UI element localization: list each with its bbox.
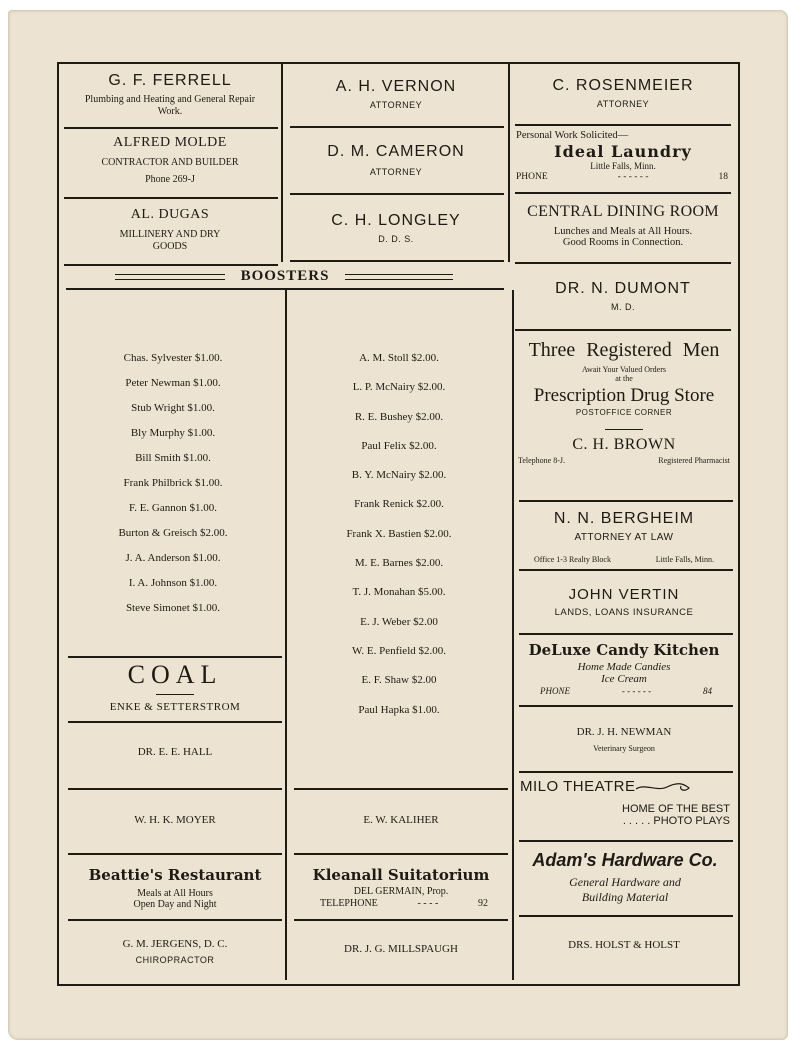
ad-candy-phone-row [514, 686, 734, 696]
ad-molde-phone: Phone 269-J [145, 174, 195, 185]
boosters-underline [66, 288, 504, 290]
divider [515, 124, 731, 126]
divider [515, 192, 731, 194]
booster-entry: Frank X. Bastien $2.00. [346, 527, 452, 540]
ad-adams-name: Adam's Hardware Co. [532, 850, 718, 870]
divider [294, 788, 508, 790]
ad-dumont-name: DR. N. DUMONT [555, 280, 691, 297]
ad-dugas-name: AL. DUGAS [130, 207, 210, 222]
ad-millspaugh: DR. J. G. MILLSPAUGH [344, 943, 458, 955]
divider [294, 853, 508, 855]
ad-ferrell-desc: Plumbing and Heating and General Repair Work. [84, 94, 256, 117]
ad-drug-rule [605, 429, 643, 430]
divider [64, 264, 278, 266]
ad-dining-line2: Good Rooms in Connection. [562, 237, 684, 248]
ad-candy [514, 641, 734, 696]
ad-bergheim-title: ATTORNEY AT LAW [574, 532, 674, 543]
booster-entry: Frank Renick $2.00. [354, 498, 444, 511]
ad-beattie-line1: Meals at All Hours [137, 888, 213, 899]
ad-drug-reg: Registered Pharmacist [658, 456, 730, 465]
ad-beattie-line2: Open Day and Night [133, 899, 217, 910]
ad-laundry-phone-row [516, 172, 730, 182]
ad-longley-title: D. D. S. [378, 234, 414, 244]
ad-cameron-title: ATTORNEY [369, 167, 423, 177]
booster-entry: Bill Smith $1.00. [135, 452, 211, 464]
divider [64, 127, 278, 129]
ad-adams-line1: General Hardware and [569, 875, 681, 889]
ad-moyer: W. H. K. MOYER [134, 814, 216, 826]
ad-drug-store [514, 339, 734, 465]
ad-vernon-title: ATTORNEY [369, 100, 423, 110]
ad-drug-line4: Prescription Drug Store [533, 385, 715, 406]
ad-newman-title: Veterinary Surgeon [593, 744, 655, 753]
divider [515, 262, 731, 264]
divider [68, 721, 282, 723]
ad-dining-line1: Lunches and Meals at All Hours. [553, 226, 693, 237]
ad-rosenmeier [512, 77, 734, 109]
flourish-ornament [635, 780, 691, 794]
divider [515, 329, 731, 331]
ad-cameron [284, 143, 508, 177]
divider [290, 260, 504, 262]
ad-kleanall-phone-row [294, 898, 508, 909]
divider [68, 656, 282, 658]
divider [519, 500, 733, 502]
boosters-list-right [292, 344, 506, 725]
ad-jergens-name: G. M. JERGENS, D. C. [122, 938, 228, 950]
divider [519, 705, 733, 707]
ad-kleanall [294, 866, 508, 909]
ad-milo-line1: HOME OF THE BEST [622, 803, 730, 815]
ad-kleanall-name: Kleanall Suitatorium [312, 866, 490, 884]
ad-bergheim-name: N. N. BERGHEIM [553, 510, 695, 527]
column-divider-left [281, 64, 283, 262]
booster-entry: Paul Hapka $1.00. [358, 703, 440, 716]
divider [519, 633, 733, 635]
ad-candy-phone: 84 [702, 686, 712, 696]
booster-entry: L. P. McNairy $2.00. [352, 381, 446, 394]
booster-entry: F. E. Gannon $1.00. [128, 502, 218, 514]
ad-milo-name: MILO THEATRE [520, 778, 636, 795]
boosters-rule-left [115, 274, 225, 280]
column-divider-right [508, 64, 510, 262]
ad-longley [284, 212, 508, 244]
boosters-heading: BOOSTERS [240, 268, 330, 284]
ad-newman [514, 726, 734, 753]
ad-rosenmeier-title: ATTORNEY [596, 99, 650, 109]
divider [64, 197, 278, 199]
ad-coal [68, 660, 282, 713]
ad-kleanall-prop: DEL GERMAIN, Prop. [353, 886, 449, 897]
ad-newman-name: DR. J. H. NEWMAN [576, 726, 672, 738]
booster-entry: M. E. Barnes $2.00. [354, 557, 444, 570]
divider [68, 853, 282, 855]
divider [519, 915, 733, 917]
ad-kleanall-phone: 92 [477, 898, 488, 909]
ad-dining [512, 203, 734, 248]
ad-candy-name: DeLuxe Candy Kitchen [528, 641, 720, 659]
ad-coal-name: ENKE & SETTERSTROM [109, 701, 241, 713]
ad-drug-owner: C. H. BROWN [572, 436, 676, 453]
ad-drug-line3: at the [615, 374, 633, 383]
ad-cameron-name: D. M. CAMERON [327, 143, 465, 160]
divider [68, 919, 282, 921]
booster-entry: Peter Newman $1.00. [125, 377, 221, 389]
ad-drug-tel: Telephone 8-J. [518, 456, 565, 465]
divider [290, 126, 504, 128]
ad-vertin [514, 586, 734, 618]
booster-entry: Stub Wright $1.00. [131, 402, 215, 414]
divider [68, 788, 282, 790]
ad-dugas [60, 207, 280, 253]
ad-coal-rule [156, 694, 194, 695]
ad-milo-line2: . . . . . PHOTO PLAYS [622, 815, 730, 827]
ad-jergens [68, 938, 282, 965]
ad-molde-desc: CONTRACTOR AND BUILDER [101, 157, 239, 168]
divider [519, 840, 733, 842]
ad-adams-line2: Building Material [581, 890, 669, 904]
ad-beattie [68, 866, 282, 910]
ad-longley-name: C. H. LONGLEY [331, 212, 461, 229]
ad-molde-name: ALFRED MOLDE [113, 135, 227, 150]
ad-laundry-loc: Little Falls, Minn. [590, 161, 656, 171]
ad-jergens-title: CHIROPRACTOR [135, 955, 215, 965]
ad-laundry-name: Ideal Laundry [554, 142, 692, 161]
divider [519, 771, 733, 773]
ad-drug-line5: POSTOFFICE CORNER [575, 408, 673, 417]
ad-coal-title: COAL [127, 660, 223, 689]
ad-bergheim-loc: Little Falls, Minn. [655, 555, 714, 564]
ad-molde [60, 135, 280, 185]
ad-vernon-name: A. H. VERNON [335, 78, 457, 95]
ad-dumont [512, 280, 734, 312]
ad-laundry-phone: 18 [718, 172, 728, 182]
booster-entry: R. E. Bushey $2.00. [354, 410, 444, 423]
booster-entry: Paul Felix $2.00. [361, 439, 437, 452]
ad-bergheim-footer [514, 555, 734, 564]
ad-beattie-name: Beattie's Restaurant [88, 866, 262, 884]
ad-dugas-desc: MILLINERY AND DRY GOODS [119, 229, 221, 252]
booster-entry: Burton & Greisch $2.00. [118, 527, 228, 539]
ad-kleanall-phone-label: TELEPHONE [320, 898, 378, 909]
booster-entry: J. A. Anderson $1.00. [125, 552, 221, 564]
ad-adams [514, 850, 736, 905]
booster-entry: Frank Philbrick $1.00. [123, 477, 223, 489]
booster-entry: B. Y. McNairy $2.00. [351, 469, 447, 482]
ad-candy-dots: - - - - - - [621, 686, 652, 696]
ad-candy-line2: Ice Cream [601, 673, 647, 685]
boosters-list-left [68, 346, 278, 621]
ad-vertin-name: JOHN VERTIN [568, 586, 680, 603]
ad-dumont-title: M. D. [611, 302, 635, 312]
ad-vertin-desc: LANDS, LOANS INSURANCE [554, 607, 694, 618]
ad-drug-line2: Await Your Valued Orders [582, 365, 666, 374]
column-divider-left-lower [285, 290, 287, 980]
ad-laundry-dots: - - - - - - [617, 172, 649, 182]
ad-dining-name: CENTRAL DINING ROOM [527, 203, 719, 220]
divider [290, 193, 504, 195]
ad-candy-phone-label: PHONE [540, 686, 570, 696]
divider [294, 919, 508, 921]
boosters-rule-right [345, 274, 453, 280]
ad-bergheim [514, 510, 734, 564]
ad-laundry [516, 130, 730, 182]
ad-laundry-pre: Personal Work Solicited— [516, 130, 629, 141]
booster-entry: T. J. Monahan $5.00. [352, 586, 446, 599]
ad-drug-line1: Three Registered Men [528, 339, 720, 361]
ad-rosenmeier-name: C. ROSENMEIER [552, 77, 694, 94]
ad-hall: DR. E. E. HALL [137, 746, 213, 758]
ad-ferrell-name: G. F. FERRELL [108, 72, 232, 89]
booster-entry: E. J. Weber $2.00 [360, 615, 438, 628]
ad-milo-header [520, 778, 734, 795]
ad-milo [520, 778, 734, 827]
ad-candy-line1: Home Made Candies [577, 661, 671, 673]
booster-entry: I. A. Johnson $1.00. [128, 577, 218, 589]
ad-kaliher: E. W. KALIHER [363, 814, 439, 826]
booster-entry: A. M. Stoll $2.00. [359, 352, 439, 364]
booster-entry: W. E. Penfield $2.00. [352, 644, 446, 657]
ad-vernon [284, 78, 508, 110]
booster-entry: Chas. Sylvester $1.00. [123, 352, 223, 364]
ad-laundry-phone-label: PHONE [516, 172, 548, 182]
ad-holst: DRS. HOLST & HOLST [568, 939, 680, 951]
ad-bergheim-office: Office 1-3 Realty Block [534, 555, 611, 564]
divider [519, 569, 733, 571]
booster-entry: Steve Simonet $1.00. [125, 602, 221, 614]
ad-drug-footer [514, 456, 734, 465]
ad-kleanall-dots: - - - - [417, 898, 439, 909]
ad-ferrell [60, 72, 280, 118]
booster-entry: Bly Murphy $1.00. [130, 427, 216, 439]
booster-entry: E. F. Shaw $2.00 [361, 674, 437, 687]
